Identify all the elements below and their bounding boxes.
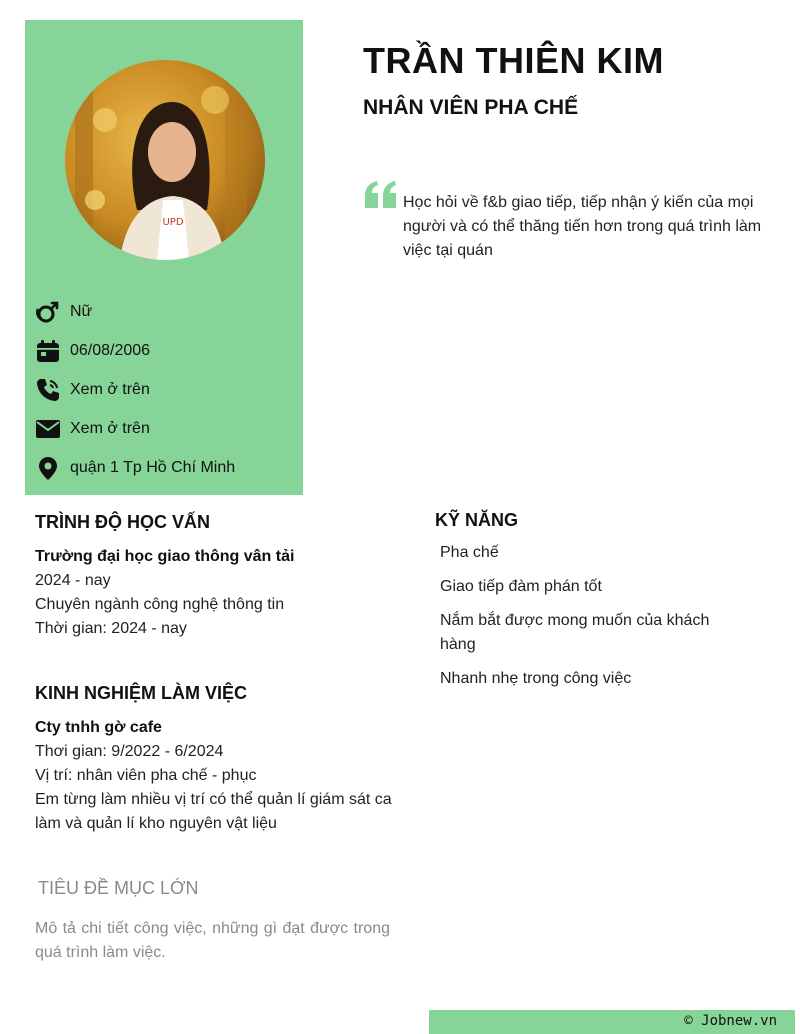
quote-icon	[363, 180, 399, 210]
gender-row	[34, 298, 92, 326]
birthday-row	[34, 337, 150, 365]
address-value: quận 1 Tp Hồ Chí Minh	[70, 459, 236, 476]
gender-icon	[34, 298, 62, 326]
placeholder-section-title: TIÊU ĐỀ MỤC LỚN	[38, 878, 199, 898]
skill-item: Pha chế	[440, 544, 499, 561]
placeholder-section-description: Mô tả chi tiết công việc, những gì đạt được trong quá trình làm việc.	[35, 920, 390, 961]
phone-icon	[34, 376, 62, 404]
email-value: Xem ở trên	[70, 420, 150, 437]
calendar-icon	[34, 337, 62, 365]
avatar	[65, 60, 265, 260]
experience-block	[35, 716, 395, 836]
profile-sidebar	[25, 20, 303, 495]
education-block	[35, 545, 395, 641]
experience-heading: KINH NGHIỆM LÀM VIỆC	[35, 683, 248, 703]
experience-time: Thơi gian: 9/2022 - 6/2024	[35, 743, 224, 760]
experience-description: Em từng làm nhiều vị trí có thể quản lí giám sát ca làm và quản lí kho nguyên vật liệu	[35, 791, 392, 832]
skill-item: Nắm bắt được mong muốn của khách hàng	[440, 612, 710, 653]
experience-position: Vị trí: nhân viên pha chế - phục	[35, 767, 257, 784]
gender-value: Nữ	[70, 303, 93, 320]
education-heading: TRÌNH ĐỘ HỌC VẤN	[35, 512, 210, 532]
education-school: Trường đại học giao thông vân tải	[35, 548, 295, 565]
education-major: Chuyên ngành công nghệ thông tin	[35, 596, 285, 613]
education-time: Thời gian: 2024 - nay	[35, 620, 187, 637]
birthday-value: 06/08/2006	[70, 342, 151, 359]
footer-brand: © Jobnew.vn	[684, 1013, 777, 1029]
skill-item: Giao tiếp đàm phán tốt	[440, 578, 602, 595]
footer-bar	[429, 1010, 795, 1034]
envelope-icon	[34, 415, 62, 443]
skills-heading: KỸ NĂNG	[435, 510, 519, 530]
map-pin-icon	[34, 454, 62, 482]
avatar-photo	[65, 60, 265, 260]
job-title: NHÂN VIÊN PHA CHẾ	[363, 96, 579, 119]
phone-row	[34, 376, 150, 404]
candidate-name: TRẦN THIÊN KIM	[363, 40, 664, 81]
career-objective: Học hỏi về f&b giao tiếp, tiếp nhận ý kiến của mọi người và có thể thăng tiến hơn trong quá trình làm việc tại quán	[403, 194, 762, 259]
address-row	[34, 454, 235, 482]
education-period: 2024 - nay	[35, 572, 111, 589]
skill-item: Nhanh nhẹ trong công việc	[440, 670, 632, 687]
experience-company: Cty tnhh gờ cafe	[35, 719, 162, 736]
svg-text:UPD: UPD	[162, 217, 184, 228]
phone-value: Xem ở trên	[70, 381, 150, 398]
email-row	[34, 415, 150, 443]
